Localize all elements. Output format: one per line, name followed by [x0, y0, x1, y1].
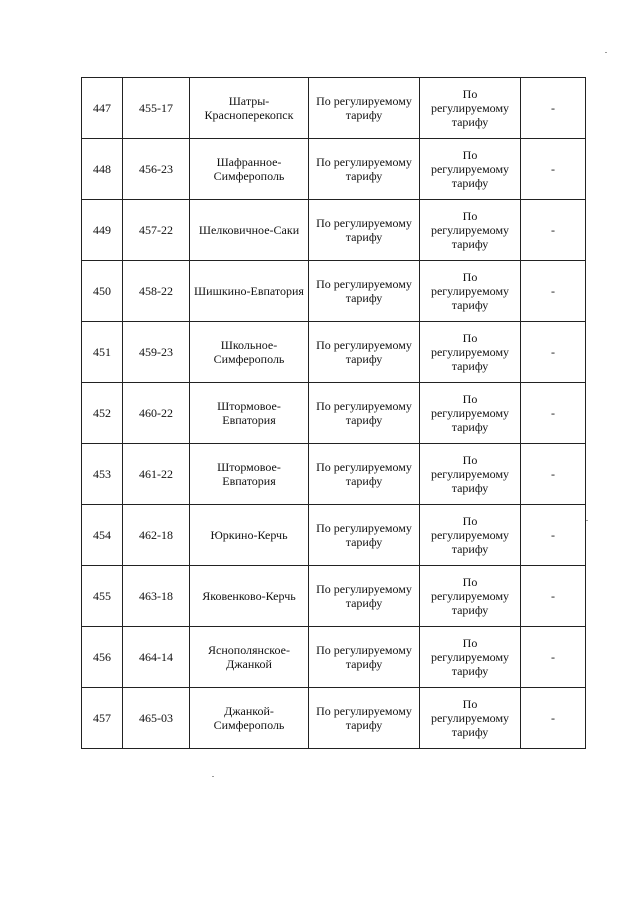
route-name: Яковенково-Керчь: [190, 566, 309, 627]
tariff-type: По регулируемому тарифу: [309, 627, 420, 688]
tariff-type: По регулируемому тарифу: [309, 383, 420, 444]
tariff-type: По регулируемому тарифу: [309, 200, 420, 261]
tariff-type: По регулируемому тарифу: [309, 444, 420, 505]
row-number: 451: [82, 322, 123, 383]
row-number: 450: [82, 261, 123, 322]
row-number: 453: [82, 444, 123, 505]
row-number: 455: [82, 566, 123, 627]
route-name: Шелковичное-Саки: [190, 200, 309, 261]
empty-value: -: [521, 444, 586, 505]
table-row: [82, 627, 586, 688]
empty-value: -: [521, 627, 586, 688]
tariff-type-secondary: По регулируемому тарифу: [420, 566, 521, 627]
table-row: [82, 200, 586, 261]
registration-number: 463-18: [123, 566, 190, 627]
tariff-type: По регулируемому тарифу: [309, 322, 420, 383]
tariff-type-secondary: По регулируемому тарифу: [420, 78, 521, 139]
registration-number: 459-23: [123, 322, 190, 383]
route-name: Штормовое-Евпатория: [190, 444, 309, 505]
tariff-type: По регулируемому тарифу: [309, 505, 420, 566]
scan-speck: [212, 776, 214, 777]
route-name: Джанкой-Симферополь: [190, 688, 309, 749]
registration-number: 456-23: [123, 139, 190, 200]
routes-table: [81, 77, 586, 749]
registration-number: 464-14: [123, 627, 190, 688]
tariff-type: По регулируемому тарифу: [309, 78, 420, 139]
route-name: Шатры-Красноперекопск: [190, 78, 309, 139]
empty-value: -: [521, 383, 586, 444]
tariff-type: По регулируемому тарифу: [309, 261, 420, 322]
route-name: Штормовое-Евпатория: [190, 383, 309, 444]
tariff-type-secondary: По регулируемому тарифу: [420, 261, 521, 322]
empty-value: -: [521, 200, 586, 261]
route-name: Шафранное-Симферополь: [190, 139, 309, 200]
table-row: [82, 383, 586, 444]
registration-number: 457-22: [123, 200, 190, 261]
registration-number: 458-22: [123, 261, 190, 322]
row-number: 452: [82, 383, 123, 444]
row-number: 456: [82, 627, 123, 688]
route-name: Шишкино-Евпатория: [190, 261, 309, 322]
tariff-type-secondary: По регулируемому тарифу: [420, 322, 521, 383]
tariff-type-secondary: По регулируемому тарифу: [420, 688, 521, 749]
route-name: Юркино-Керчь: [190, 505, 309, 566]
table-row: [82, 78, 586, 139]
route-name: Школьное-Симферополь: [190, 322, 309, 383]
registration-number: 465-03: [123, 688, 190, 749]
empty-value: -: [521, 688, 586, 749]
row-number: 448: [82, 139, 123, 200]
registration-number: 455-17: [123, 78, 190, 139]
table-row: [82, 444, 586, 505]
empty-value: -: [521, 78, 586, 139]
table-row: [82, 505, 586, 566]
tariff-type: По регулируемому тарифу: [309, 688, 420, 749]
tariff-type-secondary: По регулируемому тарифу: [420, 200, 521, 261]
row-number: 447: [82, 78, 123, 139]
scan-speck: [586, 520, 588, 521]
registration-number: 462-18: [123, 505, 190, 566]
table-row: [82, 261, 586, 322]
registration-number: 460-22: [123, 383, 190, 444]
tariff-type-secondary: По регулируемому тарифу: [420, 444, 521, 505]
tariff-type-secondary: По регулируемому тарифу: [420, 505, 521, 566]
empty-value: -: [521, 566, 586, 627]
tariff-type-secondary: По регулируемому тарифу: [420, 383, 521, 444]
table-row: [82, 688, 586, 749]
tariff-type-secondary: По регулируемому тарифу: [420, 627, 521, 688]
table-row: [82, 566, 586, 627]
empty-value: -: [521, 261, 586, 322]
tariff-type: По регулируемому тарифу: [309, 139, 420, 200]
empty-value: -: [521, 139, 586, 200]
table-row: [82, 322, 586, 383]
row-number: 454: [82, 505, 123, 566]
row-number: 457: [82, 688, 123, 749]
empty-value: -: [521, 322, 586, 383]
tariff-type-secondary: По регулируемому тарифу: [420, 139, 521, 200]
empty-value: -: [521, 505, 586, 566]
row-number: 449: [82, 200, 123, 261]
registration-number: 461-22: [123, 444, 190, 505]
table-row: [82, 139, 586, 200]
scan-speck: [605, 52, 607, 53]
tariff-type: По регулируемому тарифу: [309, 566, 420, 627]
route-name: Яснополянское-Джанкой: [190, 627, 309, 688]
